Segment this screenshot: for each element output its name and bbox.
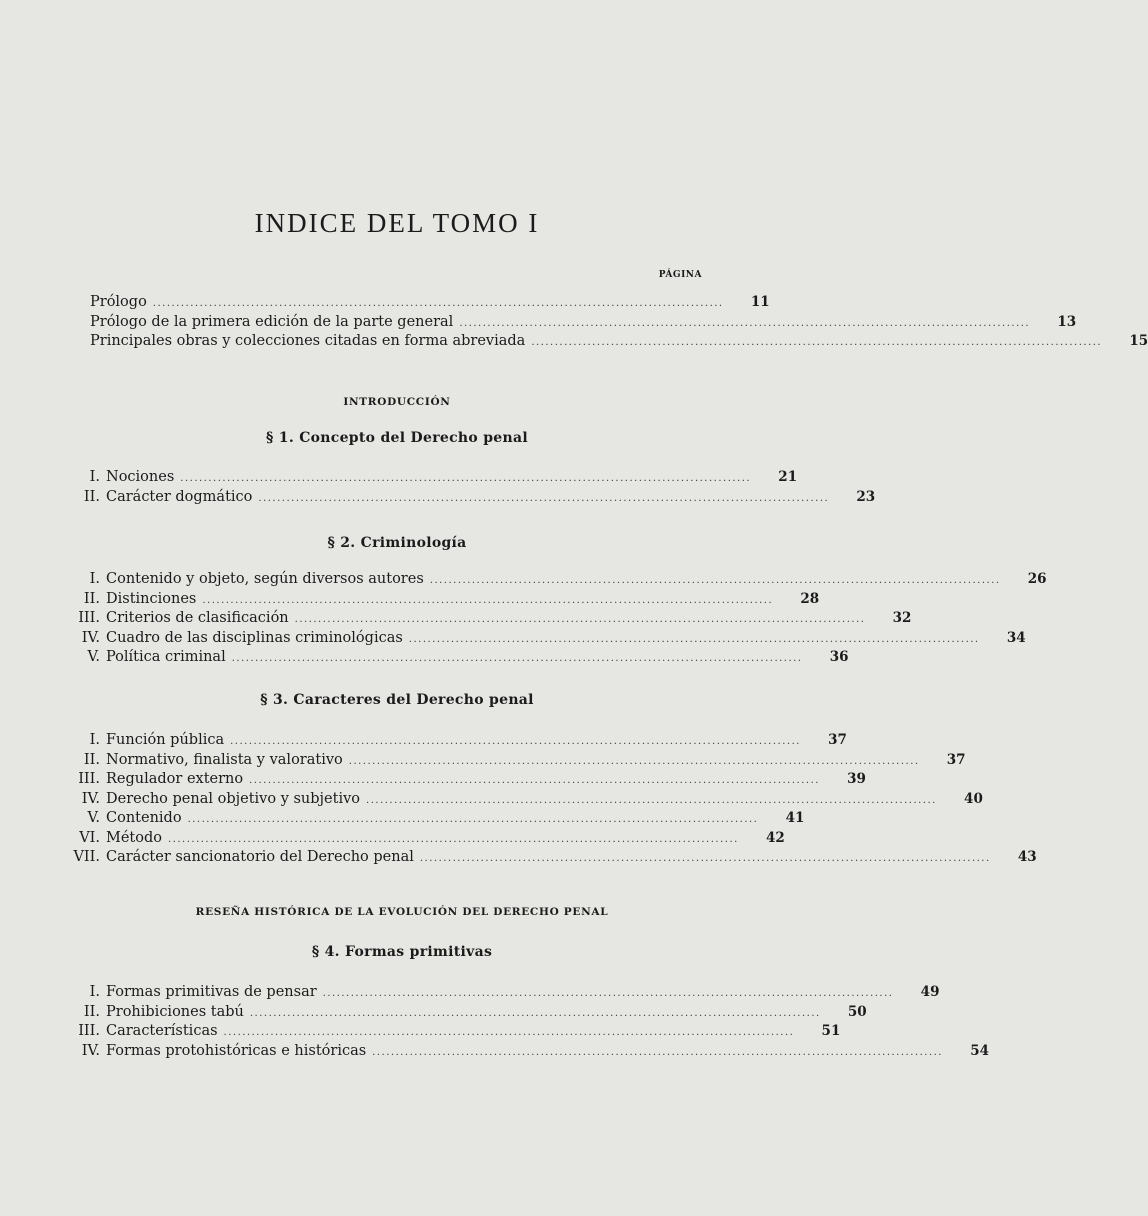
- entry-page: 26: [1027, 571, 1047, 587]
- leader-dots: ..........................................................................................................................: [180, 473, 752, 484]
- section-3-list: [60, 731, 1037, 868]
- entry-label: Principales obras y colecciones citadas en forma abreviada: [90, 333, 526, 349]
- leader-dots: ..........................................................................................................................: [152, 298, 724, 309]
- entry-page: 36: [829, 649, 849, 665]
- leader-dots: ..........................................................................................................................: [294, 614, 866, 625]
- entry-number: IV.: [81, 629, 100, 646]
- toc-entry: [60, 468, 798, 488]
- leader-dots: ..........................................................................................................................: [366, 794, 937, 806]
- toc-entry: [60, 809, 805, 829]
- entry-label: Formas protohistóricas e históricas: [106, 1042, 367, 1059]
- entry-label: Derecho penal objetivo y subjetivo: [106, 790, 361, 807]
- entry-page: 23: [856, 488, 876, 505]
- leader-dots: ..........................................................................................................................: [202, 594, 774, 606]
- leader-dots: ..........................................................................................................................: [408, 633, 980, 645]
- section-heading: § 1. Concepto del Derecho penal: [266, 430, 528, 446]
- toc-entry: [60, 570, 1047, 590]
- part-heading: RESEÑA HISTÓRICA DE LA EVOLUCIÓN DEL DERECHO PENAL: [195, 906, 609, 918]
- toc-entry: [60, 751, 966, 771]
- toc-entry: [60, 731, 847, 751]
- entry-page: 13: [1057, 313, 1077, 330]
- pagina-column-label: PÁGINA: [658, 270, 702, 280]
- front-matter-list: [0, 293, 1148, 352]
- entry-page: 21: [778, 469, 798, 485]
- toc-entry: [0, 293, 770, 313]
- entry-number: III.: [78, 1023, 100, 1039]
- entry-label: Nociones: [106, 469, 175, 485]
- entry-label: Características: [106, 1023, 218, 1039]
- toc-entry: [60, 790, 983, 810]
- leader-dots: ..........................................................................................................................: [531, 337, 1103, 348]
- entry-label: Regulador externo: [106, 771, 244, 787]
- part-heading: INTRODUCCIÓN: [343, 396, 451, 408]
- section-heading: § 4. Formas primitivas: [311, 944, 493, 960]
- entry-page: 37: [946, 751, 966, 768]
- entry-page: 34: [1006, 629, 1026, 646]
- entry-number: V.: [87, 810, 100, 826]
- leader-dots: ..........................................................................................................................: [348, 755, 920, 767]
- section-4-list: [60, 983, 989, 1061]
- toc-entry: [60, 1042, 989, 1062]
- toc-entry: [60, 488, 876, 508]
- entry-number: IV.: [81, 1042, 100, 1059]
- leader-dots: ..........................................................................................................................: [187, 814, 759, 825]
- entry-page: 32: [892, 610, 912, 626]
- entry-page: 50: [847, 1003, 867, 1020]
- entry-number: I.: [89, 571, 100, 587]
- entry-page: 28: [800, 590, 820, 607]
- entry-number: II.: [83, 751, 100, 768]
- entry-number: I.: [89, 984, 100, 1000]
- section-heading: § 3. Caracteres del Derecho penal: [260, 692, 534, 708]
- entry-label: Contenido: [106, 810, 182, 826]
- section-heading: § 2. Criminología: [327, 535, 467, 551]
- entry-page: 39: [847, 771, 866, 787]
- entry-label: Política criminal: [106, 649, 226, 665]
- toc-entry: [60, 1003, 867, 1023]
- entry-page: 43: [1017, 849, 1037, 865]
- leader-dots: ..........................................................................................................................: [223, 1027, 795, 1038]
- entry-label: Cuadro de las disciplinas criminológicas: [106, 629, 403, 646]
- entry-page: 37: [828, 732, 847, 748]
- entry-number: V.: [87, 649, 100, 665]
- entry-label: Carácter sancionatorio del Derecho penal: [106, 849, 414, 865]
- toc-entry: [60, 648, 849, 668]
- toc-entry: [60, 1022, 841, 1042]
- entry-number: III.: [78, 771, 100, 787]
- toc-entry: [0, 332, 1148, 352]
- entry-label: Método: [106, 829, 162, 846]
- leader-dots: ..........................................................................................................................: [231, 653, 803, 664]
- entry-number: II.: [83, 1003, 100, 1020]
- entry-label: Función pública: [106, 732, 225, 748]
- entry-number: I.: [89, 732, 100, 748]
- entry-number: II.: [83, 488, 100, 505]
- toc-entry: [60, 770, 866, 790]
- leader-dots: ..........................................................................................................................: [419, 853, 991, 864]
- entry-page: 42: [766, 829, 785, 846]
- leader-dots: ..........................................................................................................................: [230, 736, 801, 747]
- entry-page: 49: [920, 984, 940, 1000]
- toc-entry: [60, 829, 785, 849]
- page-title: INDICE DEL TOMO I: [254, 208, 540, 238]
- entry-label: Prohibiciones tabú: [106, 1003, 244, 1020]
- entry-number: I.: [89, 469, 100, 485]
- toc-entry: [60, 590, 820, 610]
- entry-label: Contenido y objeto, según diversos autores: [106, 571, 424, 587]
- leader-dots: ..........................................................................................................................: [429, 575, 1001, 586]
- toc-entry: [60, 629, 1026, 649]
- entry-page: 54: [970, 1042, 989, 1059]
- entry-page: 51: [821, 1023, 841, 1039]
- entry-number: VII.: [73, 849, 100, 865]
- leader-dots: ..........................................................................................................................: [372, 1046, 943, 1058]
- leader-dots: ..........................................................................................................................: [168, 833, 739, 845]
- entry-number: IV.: [81, 790, 100, 807]
- leader-dots: ..........................................................................................................................: [249, 1007, 821, 1019]
- entry-page: 15: [1129, 333, 1148, 349]
- toc-entry: [0, 313, 1077, 333]
- entry-number: II.: [83, 590, 100, 607]
- toc-entry: [60, 983, 940, 1003]
- leader-dots: ..........................................................................................................................: [258, 492, 830, 504]
- toc-entry: [60, 609, 912, 629]
- entry-page: 40: [964, 790, 983, 807]
- entry-page: 11: [750, 294, 770, 310]
- entry-number: III.: [78, 610, 100, 626]
- entry-label: Prólogo: [90, 294, 147, 310]
- entry-label: Formas primitivas de pensar: [106, 984, 317, 1000]
- entry-page: 41: [785, 810, 805, 826]
- entry-label: Carácter dogmático: [106, 488, 253, 505]
- section-2-list: [60, 570, 1047, 668]
- entry-label: Normativo, finalista y valorativo: [106, 751, 343, 768]
- leader-dots: ..........................................................................................................................: [322, 988, 894, 999]
- entry-label: Prólogo de la primera edición de la parte general: [90, 313, 454, 330]
- entry-number: VI.: [79, 829, 100, 846]
- entry-label: Criterios de clasificación: [106, 610, 289, 626]
- entry-label: Distinciones: [106, 590, 197, 607]
- toc-entry: [60, 848, 1037, 868]
- leader-dots: ..........................................................................................................................: [249, 775, 820, 786]
- section-1-list: [60, 468, 876, 507]
- leader-dots: ..........................................................................................................................: [459, 317, 1031, 329]
